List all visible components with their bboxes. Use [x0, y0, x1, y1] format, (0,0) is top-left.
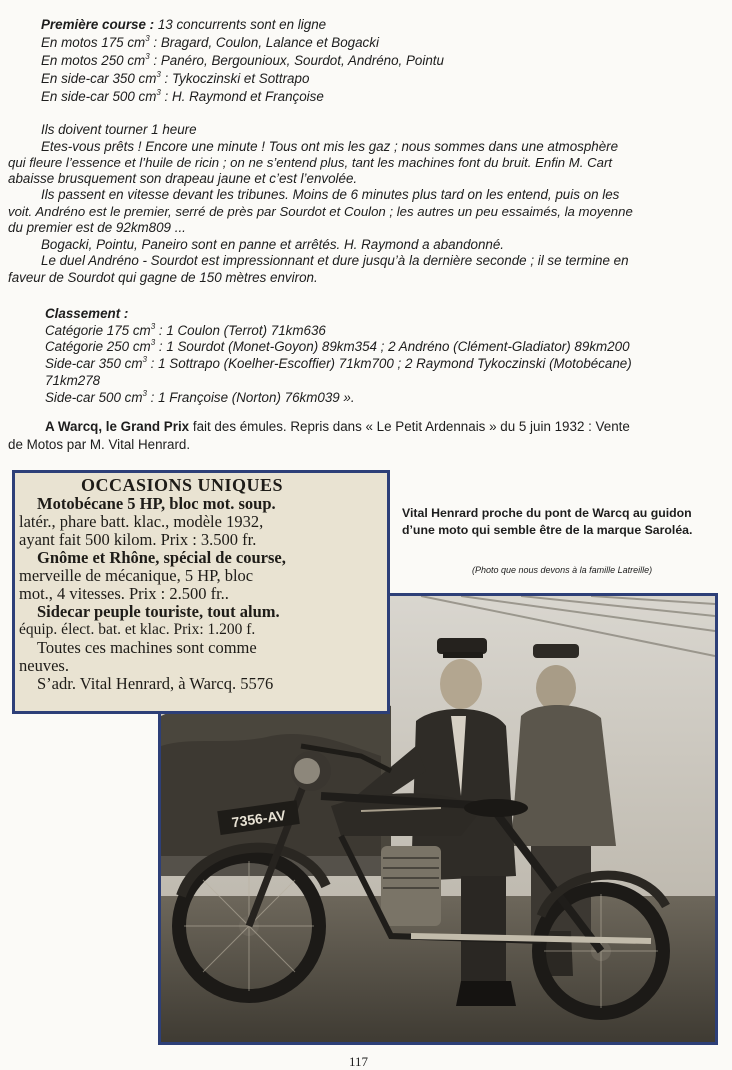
clipping-line: S’adr. Vital Henrard, à Warcq. 5576 — [37, 674, 274, 693]
race-entry: En side-car 350 $cm^3$ : Tykoczinski et Sottrapo — [41, 69, 310, 86]
clipping-line: neuves. — [19, 656, 69, 675]
narrative-line: du premier est de 92km809 ... — [8, 220, 186, 235]
race-entry: En motos 175 $cm^3$ : Bragard, Coulon, Lalance et Bogacki — [41, 33, 379, 50]
classement-line: Catégorie 250 $cm^3$ : 1 Sourdot (Monet-Goyon) 89km354 ; 2 Andréno (Clément-Gladiator) 89km200 — [45, 337, 630, 354]
warcq-paragraph-line2: de Motos par M. Vital Henrard. — [8, 437, 191, 452]
narrative-line: abaisse brusquement son drapeau jaune et c’est l’envolée. — [8, 171, 358, 186]
narrative-line: voit. Andréno est le premier, serré de près par Sourdot et Coulon ; les autres un peu essaimés, la moyenne — [8, 204, 633, 219]
classement-title: Classement : — [45, 306, 129, 321]
clipping-line: latér., phare batt. klac., modèle 1932, — [19, 512, 264, 531]
number-plate: 7356-AV — [230, 806, 287, 831]
classement-line: Catégorie 175 $cm^3$ : 1 Coulon (Terrot) 71km636 — [45, 321, 326, 338]
warcq-bold: A Warcq, le Grand Prix — [45, 419, 190, 434]
race-intro: 13 concurrents sont en ligne — [154, 17, 327, 32]
warcq-paragraph — [45, 418, 630, 435]
clipping-line: Motobécane 5 HP, bloc mot. soup. — [37, 494, 276, 513]
narrative-line: qui fleure l’essence et l’huile de ricin ; on ne s’entend plus, tant les machines font du bruit. Enfin M. Cart — [8, 155, 613, 170]
narrative-line: Bogacki, Pointu, Paneiro sont en panne et arrêtés. H. Raymond a abandonné. — [41, 237, 505, 252]
newspaper-clipping — [12, 470, 390, 714]
classement-line: Side-car 500 $cm^3$ : 1 Françoise (Norton) 76km039 ». — [45, 388, 355, 405]
narrative-line: Etes-vous prêts ! Encore une minute ! Tous ont mis les gaz ; nous sommes dans une atmosphère — [41, 139, 619, 154]
photo-credit: (Photo que nous devons à la famille Latreille) — [472, 565, 653, 575]
race-heading-line — [41, 16, 326, 33]
clipping-line: Gnôme et Rhône, spécial de course, — [37, 548, 286, 567]
clipping-line: Sidecar peuple touriste, tout alum. — [37, 602, 280, 621]
photo-caption: Vital Henrard proche du pont de Warcq au guidon d’une moto qui semble être de la marque Saroléa. — [402, 506, 693, 537]
narrative-line: Ils passent en vitesse devant les tribunes. Moins de 6 minutes plus tard on les entend, puis on les — [41, 187, 620, 202]
clipping-heading: OCCASIONS UNIQUES — [81, 475, 284, 495]
clipping-line: équip. élect. bat. et klac. Prix: 1.200 f. — [19, 621, 256, 638]
clipping-line: Toutes ces machines sont comme — [37, 638, 257, 657]
race-entry: En motos 250 $cm^3$ : Panéro, Bergounioux, Sourdot, Andréno, Pointu — [41, 51, 444, 68]
narrative-line: Le duel Andréno - Sourdot est impressionnant et dure jusqu’à la dernière seconde ; il se termine en — [41, 253, 629, 268]
clipping-line: merveille de mécanique, 5 HP, bloc — [19, 566, 254, 585]
race-entry: En side-car 500 $cm^3$ : H. Raymond et Françoise — [41, 87, 324, 104]
race-title: Première course : — [41, 17, 155, 32]
classement-line: 71km278 — [45, 373, 101, 388]
narrative-line: Ils doivent tourner 1 heure — [41, 122, 197, 137]
page-number: 117 — [349, 1054, 369, 1069]
classement-line: Side-car 350 $cm^3$ : 1 Sottrapo (Koelher-Escoffier) 71km700 ; 2 Raymond Tykoczinski (Motobécane) — [45, 354, 632, 371]
clipping-line: ayant fait 500 kilom. Prix : 3.500 fr. — [19, 530, 257, 549]
warcq-rest: fait des émules. Repris dans « Le Petit Ardennais » du 5 juin 1932 : Vente — [189, 419, 630, 434]
clipping-line: mot., 4 vitesses. Prix : 2.500 fr.. — [19, 584, 229, 603]
narrative-line: faveur de Sourdot qui gagne de 150 mètres environ. — [8, 270, 318, 285]
